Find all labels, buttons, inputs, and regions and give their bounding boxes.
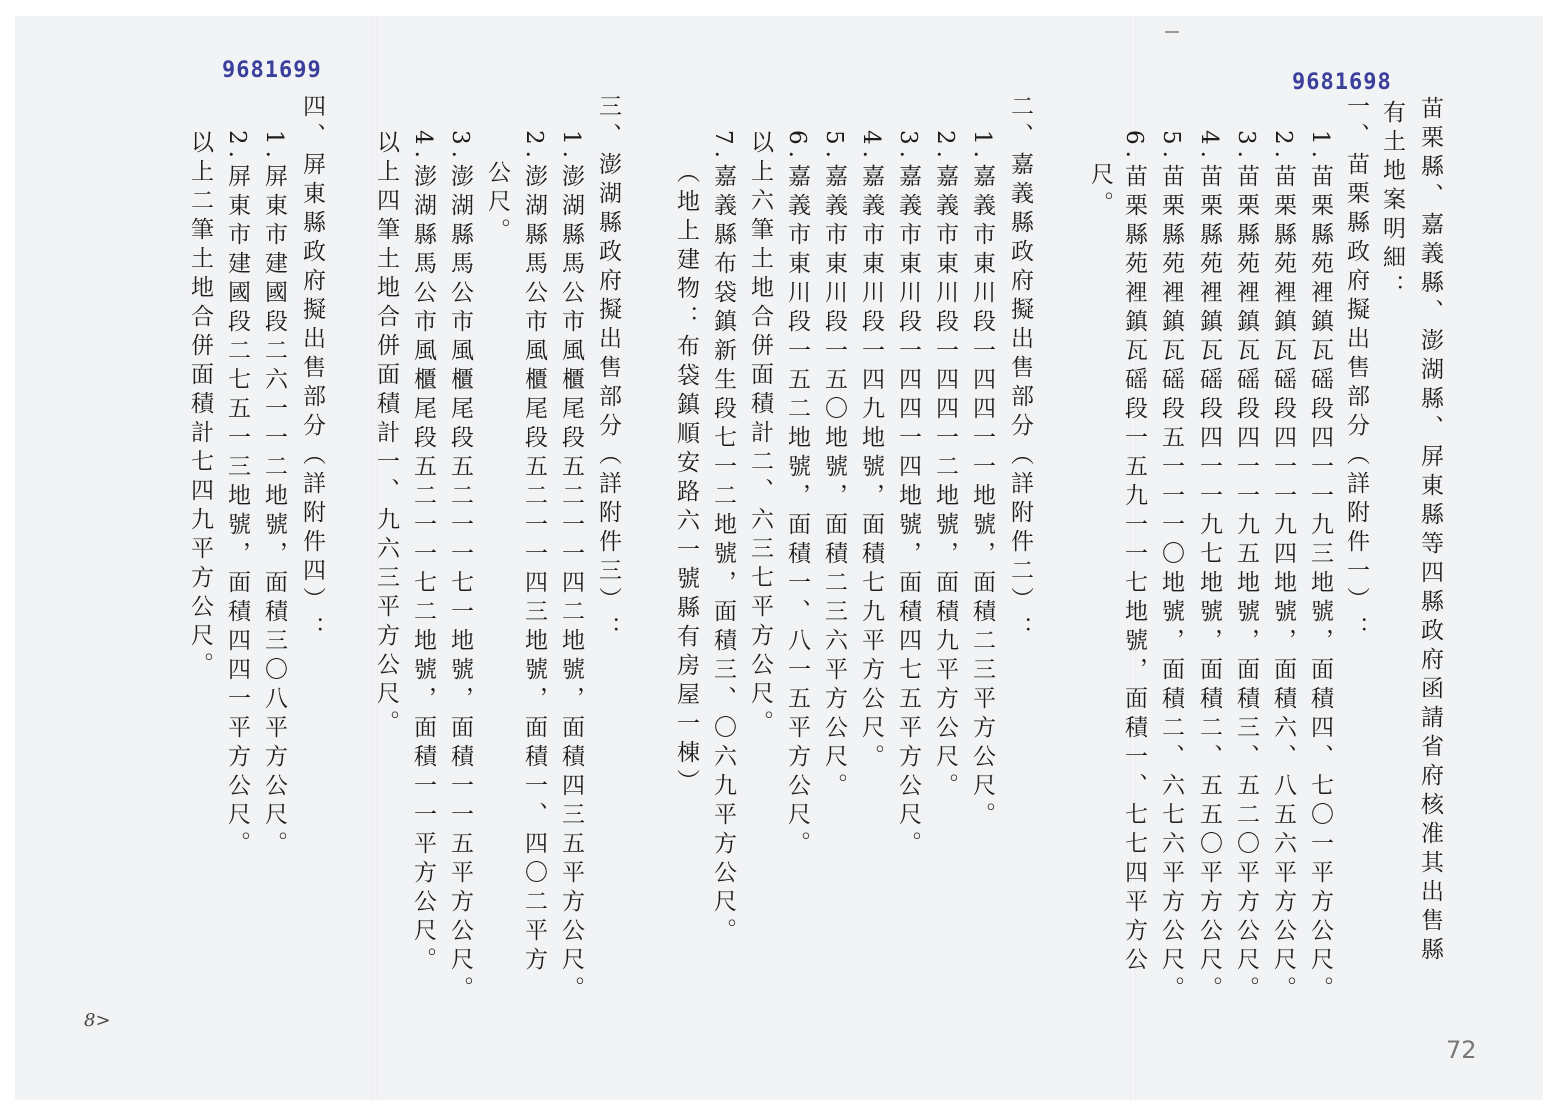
text-column: （地上建物：布袋鎮順安路六一號縣有房屋一棟） [673, 160, 699, 798]
text-column: 5.嘉義市東川段一五〇地號，面積二三六平方公尺。 [821, 130, 847, 802]
text-column: 3.澎湖縣馬公市風櫃尾段五二一一七一地號，面積一一五平方公尺。 [447, 130, 473, 1005]
text-column: 以上四筆土地合併面積計一、九六三平方公尺。 [373, 130, 399, 739]
text-column: 尺。 [1087, 162, 1113, 220]
text-column: 5.苗栗縣苑裡鎮瓦磘段五一一一〇地號，面積二、六七六平方公尺。 [1158, 130, 1184, 1005]
handwritten-note: 8> [84, 1010, 111, 1031]
page-number: 72 [1446, 1036, 1477, 1064]
text-column: 以上六筆土地合併面積計二、六三七平方公尺。 [747, 130, 773, 739]
text-column: 1.嘉義市東川段一四四一一地號，面積二三平方公尺。 [969, 130, 995, 831]
text-column: 以上二筆土地合併面積計七四九平方公尺。 [187, 130, 213, 681]
section-heading: 二、嘉義縣政府擬出售部分（詳附件二）： [1007, 94, 1033, 645]
section-heading: 三、澎湖縣政府擬出售部分（詳附件三）： [595, 94, 621, 645]
text-column: 6.嘉義市東川段一五二地號，面積一、八一五平方公尺。 [784, 130, 810, 860]
text-column: 4.苗栗縣苑裡鎮瓦磘段四一一九七地號，面積二、五五〇平方公尺。 [1196, 130, 1222, 1005]
section-heading: 一、苗栗縣政府擬出售部分（詳附件一）： [1343, 94, 1369, 645]
text-column: 6.苗栗縣苑裡鎮瓦磘段一五九一一七地號，面積一、七七四平方公 [1121, 130, 1147, 976]
text-column: 1.澎湖縣馬公市風櫃尾段五二一一四二地號，面積四三五平方公尺。 [558, 130, 584, 1005]
text-column: 有土地案明細： [1379, 100, 1405, 303]
text-column: 2.嘉義市東川段一四四一二地號，面積九平方公尺。 [932, 130, 958, 802]
text-column: 苗栗縣、嘉義縣、澎湖縣、屏東縣等四縣政府函請省府核准其出售縣 [1417, 96, 1443, 966]
text-column: 2.屏東市建國段二七五一三地號，面積四四一平方公尺。 [224, 130, 250, 860]
stamp-number-right: 9681698 [1292, 70, 1392, 95]
text-column: 2.澎湖縣馬公市風櫃尾段五二一一四三地號，面積一、四〇二平方 [521, 130, 547, 976]
scan-mark [1165, 31, 1179, 33]
text-column: 1.屏東市建國段二六一一二地號，面積三〇八平方公尺。 [261, 130, 287, 860]
stamp-number-left: 9681699 [222, 58, 322, 83]
text-column: 公尺。 [484, 160, 510, 247]
text-column: 1.苗栗縣苑裡鎮瓦磘段四一一九三地號，面積四、七〇一平方公尺。 [1307, 130, 1333, 1005]
text-column: 3.嘉義市東川段一四四一四地號，面積四七五平方公尺。 [895, 130, 921, 860]
text-column: 4.澎湖縣馬公市風櫃尾段五二一一七二地號，面積一一平方公尺。 [410, 130, 436, 976]
text-column: 2.苗栗縣苑裡鎮瓦磘段四一一九四地號，面積六、八五六平方公尺。 [1270, 130, 1296, 1005]
text-column: 3.苗栗縣苑裡鎮瓦磘段四一一九五地號，面積三、五二〇平方公尺。 [1233, 130, 1259, 1005]
text-column: 4.嘉義市東川段一四九地號，面積七九平方公尺。 [858, 130, 884, 773]
text-column: 7.嘉義縣布袋鎮新生段七一二地號，面積三、〇六九平方公尺。 [710, 130, 736, 947]
section-heading: 四、屏東縣政府擬出售部分（詳附件四）： [299, 94, 325, 645]
